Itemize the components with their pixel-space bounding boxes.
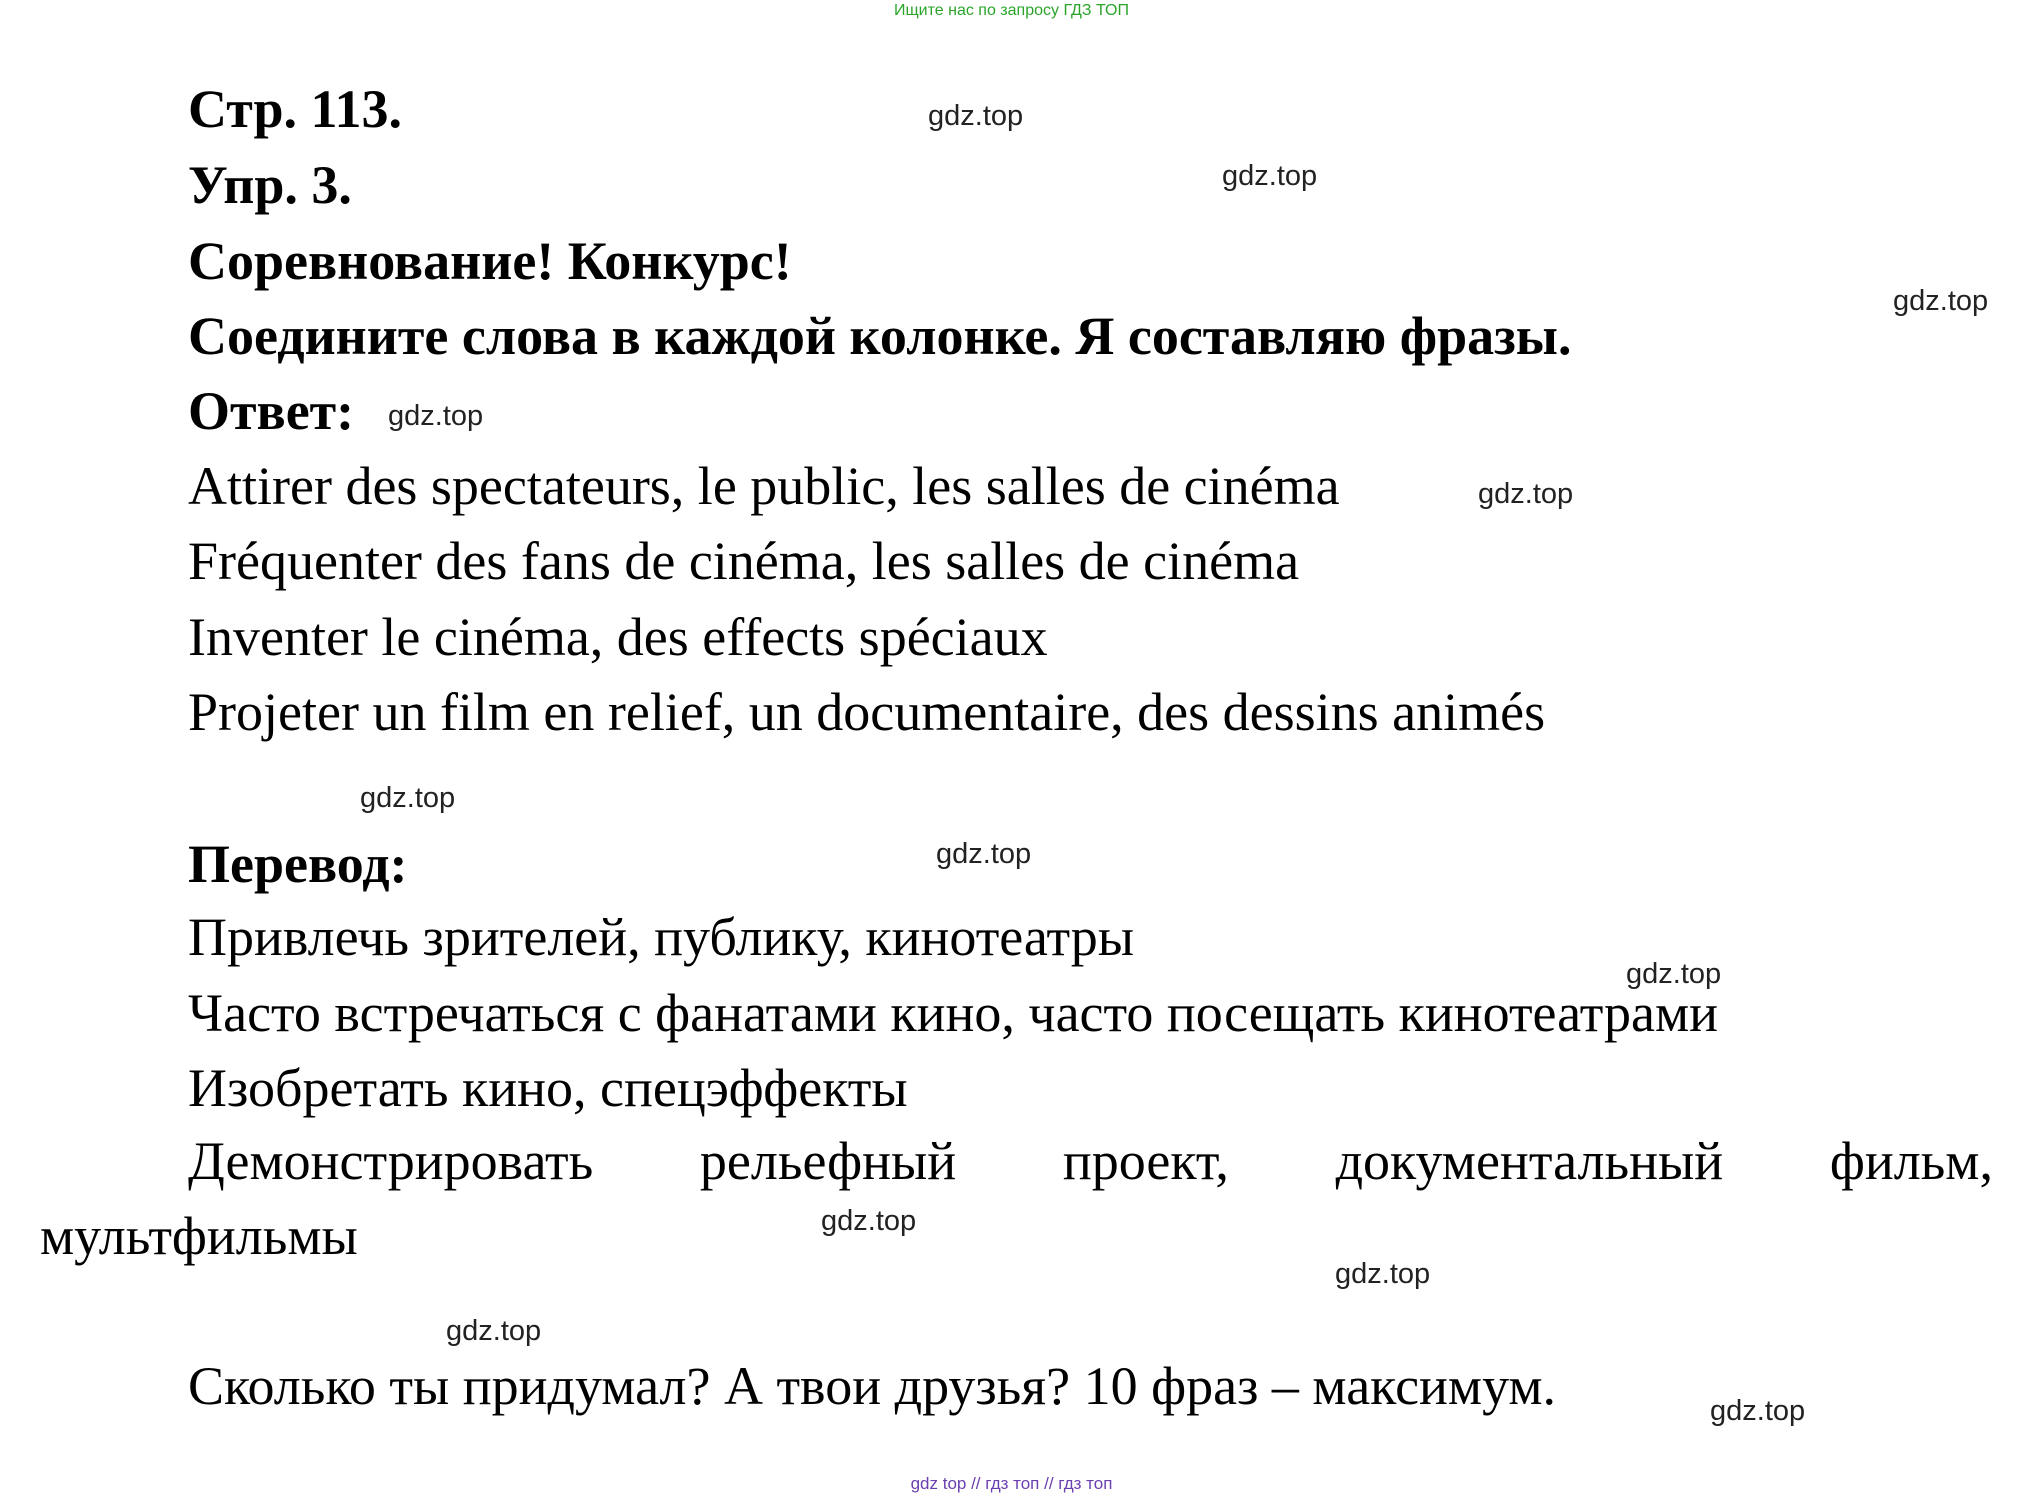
closing-question: Сколько ты придумал? А твои друзья? 10 фраз – максимум. — [188, 1356, 1557, 1416]
watermark: gdz.top — [360, 782, 456, 814]
translation-line: Привлечь зрителей, публику, кинотеатры — [188, 907, 1135, 967]
watermark: gdz.top — [1478, 478, 1574, 510]
translation-word: документальный — [1335, 1131, 1724, 1191]
watermark: gdz.top — [1710, 1395, 1806, 1427]
watermark: gdz.top — [936, 838, 1032, 870]
header-note: Ищите нас по запросу ГДЗ ТОП — [894, 2, 1129, 19]
watermark: gdz.top — [388, 400, 484, 432]
translation-word: фильм, — [1829, 1131, 1993, 1191]
task-instruction: Соедините слова в каждой колонке. Я составляю фразы. — [188, 306, 1572, 366]
footer-note: gdz top // гдз топ // гдз топ — [910, 1474, 1113, 1493]
answer-line: Fréquenter des fans de cinéma, les salles de cinéma — [188, 531, 1300, 591]
watermark: gdz.top — [821, 1205, 917, 1237]
translation-word: рельефный — [699, 1131, 957, 1191]
watermark: gdz.top — [1222, 160, 1318, 192]
answer-heading: Ответ: — [188, 381, 355, 441]
page-number: Стр. 113. — [188, 79, 403, 139]
answer-line: Inventer le cinéma, des effects spéciaux — [188, 607, 1048, 667]
watermark: gdz.top — [1893, 285, 1989, 317]
translation-line: Изобретать кино, спецэффекты — [188, 1058, 908, 1118]
watermark: gdz.top — [1626, 958, 1722, 990]
watermark: gdz.top — [446, 1315, 542, 1347]
translation-word: Демонстрировать — [188, 1131, 594, 1191]
translation-line-justified — [188, 1130, 1993, 1192]
task-title: Соревнование! Конкурс! — [188, 231, 792, 291]
translation-line: Часто встречаться с фанатами кино, часто посещать кинотеатрами — [188, 983, 1719, 1043]
translation-line-continuation: мультфильмы — [40, 1206, 358, 1266]
translation-heading: Перевод: — [188, 834, 408, 894]
translation-word: проект, — [1062, 1131, 1229, 1191]
answer-line: Projeter un film en relief, un documentaire, des dessins animés — [188, 682, 1546, 742]
exercise-number: Упр. 3. — [188, 155, 352, 215]
answer-line: Attirer des spectateurs, le public, les salles de cinéma — [188, 456, 1340, 516]
watermark: gdz.top — [1335, 1258, 1431, 1290]
watermark: gdz.top — [928, 100, 1024, 132]
